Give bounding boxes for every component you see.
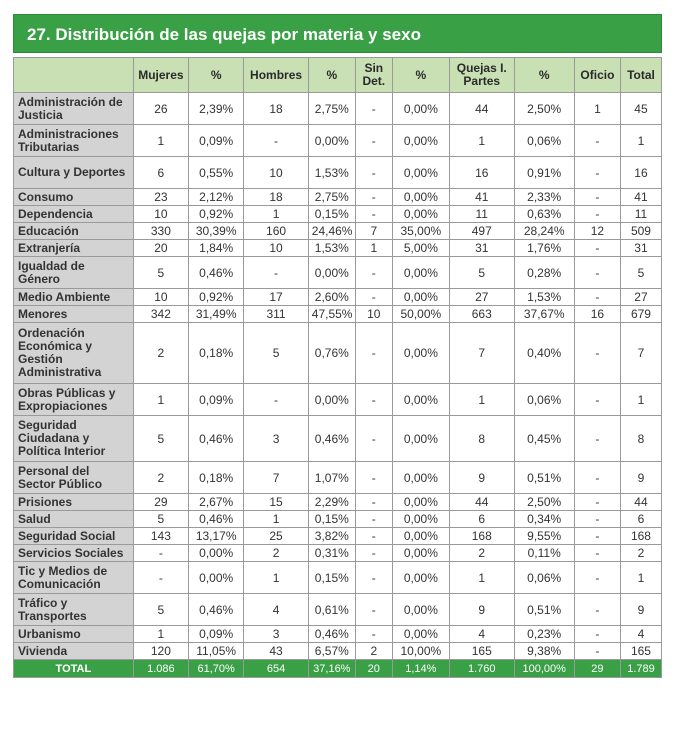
table-cell: - [574, 157, 620, 189]
table-cell: 0,40% [514, 323, 574, 384]
table-cell: 0,06% [514, 125, 574, 157]
table-cell: 0,06% [514, 562, 574, 594]
table-cell: 4 [450, 626, 514, 643]
row-label: Salud [14, 511, 134, 528]
table-cell: 10,00% [392, 643, 449, 660]
total-cell: 1.760 [450, 660, 514, 678]
table-cell: - [355, 125, 392, 157]
table-row [14, 157, 662, 189]
table-cell: 165 [620, 643, 661, 660]
table-row [14, 594, 662, 626]
table-cell: 0,00% [392, 562, 449, 594]
table-cell: 2,50% [514, 494, 574, 511]
table-cell: 1,53% [308, 157, 355, 189]
table-cell: 0,46% [308, 626, 355, 643]
table-cell: 0,00% [189, 545, 244, 562]
table-cell: 0,00% [308, 125, 355, 157]
table-cell: 10 [355, 306, 392, 323]
table-cell: 5 [133, 594, 188, 626]
row-label: Dependencia [14, 206, 134, 223]
table-row [14, 206, 662, 223]
table-cell: 0,11% [514, 545, 574, 562]
table-cell: 6,57% [308, 643, 355, 660]
table-cell: 1 [244, 562, 308, 594]
table-cell: 2 [133, 323, 188, 384]
table-cell: - [574, 594, 620, 626]
table-cell: 0,15% [308, 511, 355, 528]
table-cell: 4 [620, 626, 661, 643]
table-cell: 24,46% [308, 223, 355, 240]
table-cell: 0,00% [392, 323, 449, 384]
header-cell: % [392, 58, 449, 93]
table-cell: 16 [574, 306, 620, 323]
table-cell: 0,18% [189, 323, 244, 384]
table-cell: 0,23% [514, 626, 574, 643]
table-cell: 27 [450, 289, 514, 306]
table-cell: 165 [450, 643, 514, 660]
table-cell: 11,05% [189, 643, 244, 660]
table-cell: 44 [450, 93, 514, 125]
row-label: Tráfico y Transportes [14, 594, 134, 626]
table-cell: 497 [450, 223, 514, 240]
total-cell: 1.789 [620, 660, 661, 678]
table-row [14, 545, 662, 562]
table-cell: 342 [133, 306, 188, 323]
row-label: Administración de Justicia [14, 93, 134, 125]
table-cell: 1 [450, 384, 514, 416]
table-cell: 26 [133, 93, 188, 125]
row-label: Medio Ambiente [14, 289, 134, 306]
table-cell: 16 [450, 157, 514, 189]
table-cell: - [355, 157, 392, 189]
header-cell: % [514, 58, 574, 93]
report-panel [13, 14, 662, 678]
table-cell: - [574, 384, 620, 416]
table-cell: 2 [244, 545, 308, 562]
table-cell: 2,75% [308, 93, 355, 125]
table-cell: - [574, 528, 620, 545]
total-cell: 61,70% [189, 660, 244, 678]
table-cell: 2,29% [308, 494, 355, 511]
table-cell: 0,00% [392, 416, 449, 462]
table-cell: 0,00% [392, 189, 449, 206]
table-cell: 0,00% [392, 528, 449, 545]
table-cell: 1,76% [514, 240, 574, 257]
table-cell: 10 [244, 157, 308, 189]
table-cell: 2 [620, 545, 661, 562]
table-cell: - [355, 594, 392, 626]
table-cell: 0,45% [514, 416, 574, 462]
table-cell: 0,92% [189, 289, 244, 306]
table-cell: - [355, 189, 392, 206]
table-cell: 6 [450, 511, 514, 528]
table-cell: - [574, 240, 620, 257]
table-cell: 0,76% [308, 323, 355, 384]
header-row [14, 58, 662, 93]
table-cell: 37,67% [514, 306, 574, 323]
table-cell: - [244, 384, 308, 416]
row-label: Urbanismo [14, 626, 134, 643]
table-cell: 10 [244, 240, 308, 257]
table-cell: 0,46% [308, 416, 355, 462]
row-label: Ordenación Económica y Gestión Administrativa [14, 323, 134, 384]
table-cell: - [574, 206, 620, 223]
row-label: Extranjería [14, 240, 134, 257]
table-row [14, 240, 662, 257]
table-row [14, 257, 662, 289]
table-row [14, 494, 662, 511]
row-label: Prisiones [14, 494, 134, 511]
table-cell: 0,00% [392, 545, 449, 562]
table-cell: - [574, 189, 620, 206]
table-cell: 0,00% [392, 93, 449, 125]
header-cell: Sin Det. [355, 58, 392, 93]
total-cell: 654 [244, 660, 308, 678]
table-cell: 43 [244, 643, 308, 660]
table-cell: 5,00% [392, 240, 449, 257]
table-cell: - [355, 289, 392, 306]
table-cell: 9 [450, 594, 514, 626]
table-cell: 18 [244, 189, 308, 206]
table-row [14, 289, 662, 306]
complaints-table [13, 57, 662, 678]
table-cell: 47,55% [308, 306, 355, 323]
table-cell: 1 [620, 562, 661, 594]
total-cell: 37,16% [308, 660, 355, 678]
table-row [14, 223, 662, 240]
table-cell: 8 [450, 416, 514, 462]
table-cell: 1,53% [308, 240, 355, 257]
table-cell: 3 [244, 416, 308, 462]
table-cell: 0,09% [189, 384, 244, 416]
table-cell: - [355, 562, 392, 594]
table-cell: 1 [133, 125, 188, 157]
table-cell: - [574, 626, 620, 643]
table-cell: 0,00% [392, 206, 449, 223]
total-row [14, 660, 662, 678]
table-cell: 0,15% [308, 562, 355, 594]
table-row [14, 462, 662, 494]
row-label: Obras Públicas y Expropiaciones [14, 384, 134, 416]
table-cell: 4 [244, 594, 308, 626]
table-cell: 31,49% [189, 306, 244, 323]
table-cell: - [355, 416, 392, 462]
table-cell: 41 [450, 189, 514, 206]
row-label: Menores [14, 306, 134, 323]
table-cell: 10 [133, 289, 188, 306]
table-cell: 2 [133, 462, 188, 494]
table-cell: 6 [620, 511, 661, 528]
table-cell: 1 [133, 626, 188, 643]
table-cell: - [355, 257, 392, 289]
table-cell: 3 [244, 626, 308, 643]
table-cell: 44 [450, 494, 514, 511]
table-cell: 5 [244, 323, 308, 384]
table-cell: 0,15% [308, 206, 355, 223]
table-cell: 5 [133, 416, 188, 462]
table-cell: 16 [620, 157, 661, 189]
total-cell: 100,00% [514, 660, 574, 678]
table-cell: 20 [133, 240, 188, 257]
table-row [14, 528, 662, 545]
table-cell: 0,51% [514, 594, 574, 626]
table-cell: - [355, 206, 392, 223]
table-cell: - [244, 125, 308, 157]
table-cell: 0,00% [392, 626, 449, 643]
header-cell: Oficio [574, 58, 620, 93]
total-cell: 1,14% [392, 660, 449, 678]
header-cell: Hombres [244, 58, 308, 93]
table-cell: - [574, 494, 620, 511]
table-cell: 0,51% [514, 462, 574, 494]
table-cell: - [355, 626, 392, 643]
table-cell: 9 [620, 594, 661, 626]
table-cell: 41 [620, 189, 661, 206]
table-cell: 13,17% [189, 528, 244, 545]
row-label: Administraciones Tributarias [14, 125, 134, 157]
table-cell: - [355, 528, 392, 545]
table-cell: - [574, 643, 620, 660]
table-cell: 30,39% [189, 223, 244, 240]
table-cell: 0,46% [189, 257, 244, 289]
row-label: Cultura y Deportes [14, 157, 134, 189]
table-cell: 0,00% [392, 257, 449, 289]
row-label: Seguridad Ciudadana y Política Interior [14, 416, 134, 462]
table-cell: 1,84% [189, 240, 244, 257]
table-cell: 1 [574, 93, 620, 125]
row-label: Vivienda [14, 643, 134, 660]
table-cell: 2 [355, 643, 392, 660]
table-cell: 0,00% [392, 494, 449, 511]
table-cell: 1 [244, 511, 308, 528]
table-cell: 29 [133, 494, 188, 511]
table-cell: 35,00% [392, 223, 449, 240]
table-title: 27. Distribución de las quejas por materia y sexo [13, 14, 662, 53]
table-cell: 0,46% [189, 594, 244, 626]
table-cell: 2,33% [514, 189, 574, 206]
table-cell: 0,00% [392, 384, 449, 416]
table-cell: 0,06% [514, 384, 574, 416]
total-cell: 29 [574, 660, 620, 678]
table-cell: 0,91% [514, 157, 574, 189]
table-row [14, 562, 662, 594]
table-cell: 2,12% [189, 189, 244, 206]
table-cell: 330 [133, 223, 188, 240]
table-cell: 0,09% [189, 125, 244, 157]
row-label: Educación [14, 223, 134, 240]
table-cell: 5 [133, 257, 188, 289]
table-cell: - [574, 289, 620, 306]
table-cell: 15 [244, 494, 308, 511]
table-cell: 0,09% [189, 626, 244, 643]
table-cell: 0,00% [392, 157, 449, 189]
table-cell: 2,67% [189, 494, 244, 511]
total-cell: 20 [355, 660, 392, 678]
table-cell: 0,00% [308, 257, 355, 289]
table-cell: - [574, 562, 620, 594]
table-cell: 2 [450, 545, 514, 562]
table-cell: 9 [450, 462, 514, 494]
table-cell: 0,00% [392, 594, 449, 626]
table-cell: 25 [244, 528, 308, 545]
table-cell: 160 [244, 223, 308, 240]
table-cell: 120 [133, 643, 188, 660]
table-cell: 23 [133, 189, 188, 206]
table-cell: 0,46% [189, 416, 244, 462]
row-label: Consumo [14, 189, 134, 206]
table-cell: 0,31% [308, 545, 355, 562]
table-cell: 679 [620, 306, 661, 323]
table-cell: - [355, 323, 392, 384]
table-cell: 9 [620, 462, 661, 494]
table-row [14, 323, 662, 384]
table-cell: 0,55% [189, 157, 244, 189]
table-row [14, 626, 662, 643]
header-cell: Mujeres [133, 58, 188, 93]
table-cell: - [355, 384, 392, 416]
table-cell: 0,18% [189, 462, 244, 494]
table-cell: 18 [244, 93, 308, 125]
table-cell: 143 [133, 528, 188, 545]
table-cell: 7 [620, 323, 661, 384]
table-cell: 0,61% [308, 594, 355, 626]
table-row [14, 511, 662, 528]
row-label: Seguridad Social [14, 528, 134, 545]
table-cell: 11 [450, 206, 514, 223]
table-cell: 27 [620, 289, 661, 306]
table-cell: 17 [244, 289, 308, 306]
table-cell: 44 [620, 494, 661, 511]
table-cell: 10 [133, 206, 188, 223]
table-cell: - [244, 257, 308, 289]
table-cell: 0,34% [514, 511, 574, 528]
table-cell: 1 [355, 240, 392, 257]
table-cell: 1,53% [514, 289, 574, 306]
table-cell: 1,07% [308, 462, 355, 494]
table-cell: 1 [620, 125, 661, 157]
table-cell: 45 [620, 93, 661, 125]
table-cell: 2,60% [308, 289, 355, 306]
table-cell: - [355, 494, 392, 511]
table-cell: 1 [450, 125, 514, 157]
table-cell: 5 [450, 257, 514, 289]
table-row [14, 643, 662, 660]
total-cell: 1.086 [133, 660, 188, 678]
table-cell: 7 [244, 462, 308, 494]
table-row [14, 189, 662, 206]
table-cell: 0,00% [189, 562, 244, 594]
table-cell: - [355, 545, 392, 562]
table-cell: 311 [244, 306, 308, 323]
table-cell: 0,28% [514, 257, 574, 289]
table-cell: - [133, 545, 188, 562]
table-cell: 12 [574, 223, 620, 240]
table-cell: 3,82% [308, 528, 355, 545]
row-label: Personal del Sector Público [14, 462, 134, 494]
table-cell: 2,50% [514, 93, 574, 125]
table-cell: 0,00% [392, 462, 449, 494]
table-cell: - [355, 511, 392, 528]
table-cell: 0,00% [392, 125, 449, 157]
table-cell: 0,00% [392, 511, 449, 528]
table-row [14, 384, 662, 416]
table-cell: - [574, 323, 620, 384]
table-cell: 28,24% [514, 223, 574, 240]
table-cell: 50,00% [392, 306, 449, 323]
table-cell: 31 [450, 240, 514, 257]
table-cell: 0,00% [308, 384, 355, 416]
table-cell: 0,92% [189, 206, 244, 223]
header-cell: Quejas I. Partes [450, 58, 514, 93]
table-cell: 2,39% [189, 93, 244, 125]
table-cell: 9,55% [514, 528, 574, 545]
table-cell: 0,63% [514, 206, 574, 223]
row-label: Igualdad de Género [14, 257, 134, 289]
table-cell: 5 [620, 257, 661, 289]
table-cell: 2,75% [308, 189, 355, 206]
table-cell: - [355, 462, 392, 494]
header-cell [14, 58, 134, 93]
table-cell: - [574, 511, 620, 528]
table-cell: 11 [620, 206, 661, 223]
table-row [14, 125, 662, 157]
table-row [14, 306, 662, 323]
table-cell: 31 [620, 240, 661, 257]
table-cell: 1 [450, 562, 514, 594]
table-cell: - [574, 125, 620, 157]
table-cell: - [574, 462, 620, 494]
table-cell: 5 [133, 511, 188, 528]
table-cell: - [574, 416, 620, 462]
table-cell: 8 [620, 416, 661, 462]
table-cell: 0,00% [392, 289, 449, 306]
header-cell: % [308, 58, 355, 93]
table-cell: 1 [133, 384, 188, 416]
table-cell: - [133, 562, 188, 594]
table-cell: 168 [450, 528, 514, 545]
table-cell: 9,38% [514, 643, 574, 660]
table-cell: 509 [620, 223, 661, 240]
total-label: TOTAL [14, 660, 134, 678]
table-cell: 0,46% [189, 511, 244, 528]
row-label: Tic y Medios de Comunicación [14, 562, 134, 594]
table-cell: 7 [355, 223, 392, 240]
table-cell: 663 [450, 306, 514, 323]
table-cell: 6 [133, 157, 188, 189]
table-cell: 7 [450, 323, 514, 384]
table-cell: 1 [620, 384, 661, 416]
table-cell: - [574, 545, 620, 562]
table-row [14, 93, 662, 125]
table-cell: - [355, 93, 392, 125]
table-cell: - [574, 257, 620, 289]
row-label: Servicios Sociales [14, 545, 134, 562]
header-cell: % [189, 58, 244, 93]
table-row [14, 416, 662, 462]
table-cell: 168 [620, 528, 661, 545]
table-cell: 1 [244, 206, 308, 223]
header-cell: Total [620, 58, 661, 93]
